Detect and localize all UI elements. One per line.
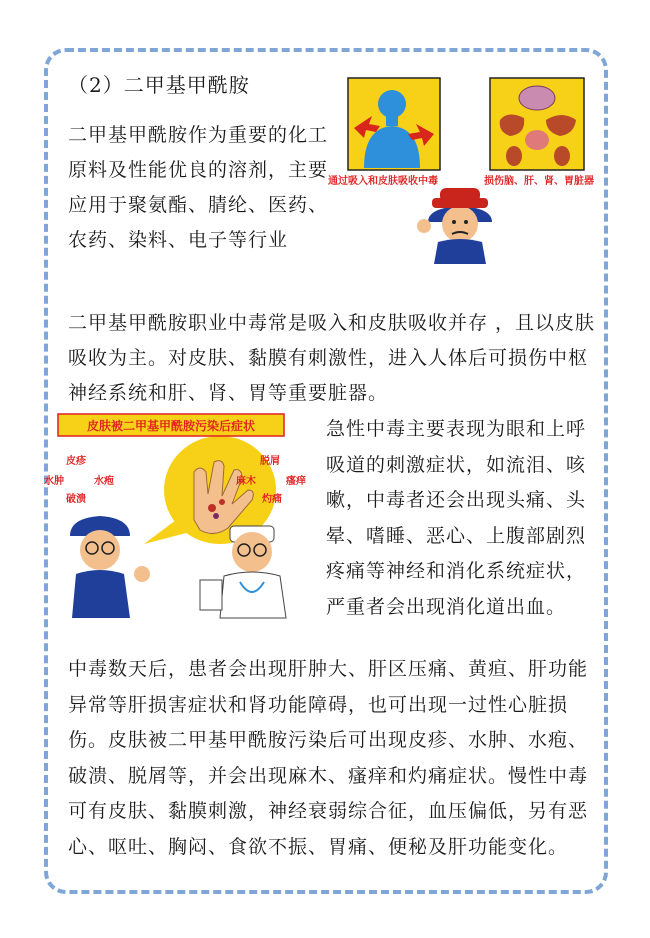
label-rash: 皮疹 [66,456,86,467]
later-symptoms-paragraph: 中毒数天后，患者会出现肝肿大、肝区压痛、黄疸、肝功能异常等肝损害症状和肾功能障碍，也可出现一过性心脏损伤。皮肤被二甲基甲酰胺污染后可出现皮疹、水肿、水疱、破溃、脱屑等，并会出现麻木、瘙痒和灼痛症状。慢性中毒可有皮肤、黏膜刺激，神经衰弱综合征，血压偏低，另有恶心、呕吐、胸闷、食欲不振、胃痛、便秘及肝功能变化。 [68,658,589,858]
absorption-illustration [328,76,602,264]
label-edema: 水肿 [44,476,64,487]
skin-symptoms-illustration [44,412,326,622]
label-burning: 灼痛 [262,494,282,505]
inhalation-caption: 通过吸入和皮肤吸收中毒 [328,176,438,187]
label-scaling: 脱屑 [260,456,280,467]
organ-damage-caption: 损伤脑、肝、肾、胃脏器 [484,176,594,187]
occupational-paragraph: 二甲基甲酰胺职业中毒常是吸入和皮肤吸收并存 ，且以皮肤吸收为主。对皮肤、黏膜有刺激性，进入人体后可损伤中枢神经系统和肝、肾、胃等重要脏器。 [68,312,596,404]
section-heading: （2）二甲基甲酰胺 [68,73,250,97]
symptom-banner-text: 皮肤被二甲基甲酰胺污染后症状 [86,419,256,433]
label-ulcer: 破溃 [66,494,86,505]
worker-figure-icon [417,188,492,264]
worker-figure-icon [70,516,150,618]
acute-paragraph: 急性中毒主要表现为眼和上呼吸道的刺激症状，如流泪、咳嗽，中毒者还会出现头痛、头晕、嗜睡、恶心、上腹部剧烈疼痛等神经和消化系统症状，严重者会出现消化道出血。 [326,418,587,618]
label-itching: 瘙痒 [286,476,306,487]
label-numbness: 麻木 [236,476,256,487]
intro-paragraph: 二甲基甲酰胺作为重要的化工原料及性能优良的溶剂，主要应用于聚氨酯、腈纶、医药、农药、染料、电子等行业 [68,124,329,251]
label-blister: 水疱 [94,476,114,487]
